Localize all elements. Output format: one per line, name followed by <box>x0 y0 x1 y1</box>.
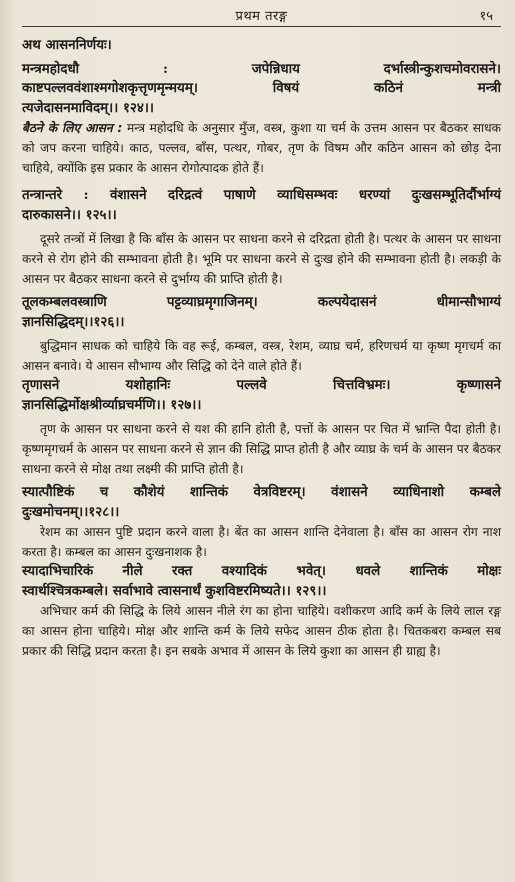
section-heading: अथ आसननिर्णयः। <box>22 37 112 53</box>
header-rule <box>22 26 501 27</box>
hindi-commentary: रेशम का आसन पुष्टि प्रदान करने वाला है। बेंत का आसन शान्ति देनेवाला है। बाँस का आसन रोग नाश करता है। कम्बल का आसन दुःखनाशक है। <box>22 525 501 559</box>
sanskrit-verse-line: मन्त्रमहोदधौ : जपेन्निधाय दर्भास्त्रीन्कुशचमोवरासने। <box>22 60 501 77</box>
sanskrit-verse-line: तन्त्रान्तरे : वंशासने दरिद्रत्वं पाषाणे व्याधिसम्भवः धरण्यां दुःखसम्भूतिर्दौर्भाग्यं <box>22 187 501 203</box>
hindi-commentary: अभिचार कर्म की सिद्धि के लिये आसन नीले रंग का होना चाहिये। वशीकरण आदि कर्म के लिये लाल रङ्ग का आसन होना चाहिये। मोक्ष और शान्ति कर्म के लिये सफेद आसन ठीक होता है। चितकबरा कम्बल सब प्रकार की सिद्धि प्रदान करता है। इन सबके अभाव में आसन के लिये कुशा का आसन ही ग्राह्य है। <box>22 604 501 658</box>
sanskrit-verse-line: त्यजेदासनमाविदम्।। १२४।। <box>22 99 155 116</box>
commentary-text: मन्त्र महोदधि के अनुसार मुँज, वस्त्र, कुशा या चर्म के उत्तम आसन पर बैठकर साधक को जप करना चाहिये। काठ, पल्लव, बाँस, पत्थर, गोबर, तृण के विषम और कठिन आसन को छोड़ देना चाहिये, क्योंकि इस प्रकार के आसन रोगोत्पादक होते हैं। <box>22 121 501 175</box>
commentary-lead: बैठने के लिए आसन : <box>22 121 123 135</box>
running-title: प्रथम तरङ्ग <box>235 9 288 24</box>
sanskrit-verse-line: दारुकासने।। १२५।। <box>22 206 117 223</box>
sanskrit-verse-line: तूलकम्बलवस्त्राणि पट्टव्याघ्रमृगाजिनम्। कल्पयेदासनं धीमान्सौभाग्यं <box>22 294 501 310</box>
sanskrit-verse-line: स्यादाभिचारिकं नीले रक्त वश्यादिकं भवेत्। धवले शान्तिकं मोक्षः <box>22 563 501 579</box>
hindi-commentary: दूसरे तन्त्रों में लिखा है कि बाँस के आसन पर साधना करने से दरिद्रता होती है। पत्थर के आसन पर साधना करने से रोग होने की सम्भावना होती है। भूमि पर साधना करने से दुःख होने की सम्भावना होती है। लकड़ी के आसन पर बैठकर साधना करने से दुर्भाग्य की प्राप्ति होती है। <box>22 232 501 286</box>
sanskrit-verse-line: दुःखमोचनम्।।१२८।। <box>22 503 120 520</box>
sanskrit-verse-line: काष्टपल्लववंशाश्मगोशकृत्तृणमृन्मयम्। विषयं कठिनं मन्त्री <box>22 80 501 96</box>
hindi-commentary: बुद्धिमान साधक को चाहिये कि वह रूई, कम्बल, वस्त्र, रेशम, व्याघ्र चर्म, हरिणचर्म या कृष्ण मृगचर्म का आसन बनावे। ये आसन सौभाग्य और सिद्धि को देने वाले होते हैं। <box>22 339 501 373</box>
sanskrit-verse-line: स्यात्पौष्टिकं च कौशेयं शान्तिकं वेत्रविष्टरम्। वंशासने व्याधिनाशो कम्बले <box>22 484 501 500</box>
hindi-commentary <box>22 118 501 178</box>
hindi-commentary: तृण के आसन पर साधना करने से यश की हानि होती है, पत्तों के आसन पर चित में भ्रान्ति पैदा होती है। कृष्णमृगचर्म के आसन पर साधना करने से ज्ञान की सिद्धि प्राप्त होती है और व्याघ्र के चर्म के आसन पर बैठकर साधना करने से मोक्ष तथा लक्ष्मी की प्राप्ति होती है। <box>22 422 501 476</box>
sanskrit-verse-line: स्वार्थश्चित्रकम्बले। सर्वाभावे त्वासनार्थं कुशविष्टरमिष्यते।। १२९।। <box>22 582 327 599</box>
page-body <box>22 28 501 661</box>
page-number: १५ <box>479 9 493 24</box>
sanskrit-verse-line: ज्ञानसिद्धिदम्।।१२६।। <box>22 313 125 330</box>
page-header <box>22 0 501 28</box>
sanskrit-verse-line: ज्ञानसिद्धिर्मोक्षश्रीर्व्याघ्रचर्मणि।। १२७।। <box>22 396 202 413</box>
sanskrit-verse-line: तृणासने यशोहानिः पल्लवे चित्तविभ्रमः। कृष्णासने <box>22 377 501 393</box>
